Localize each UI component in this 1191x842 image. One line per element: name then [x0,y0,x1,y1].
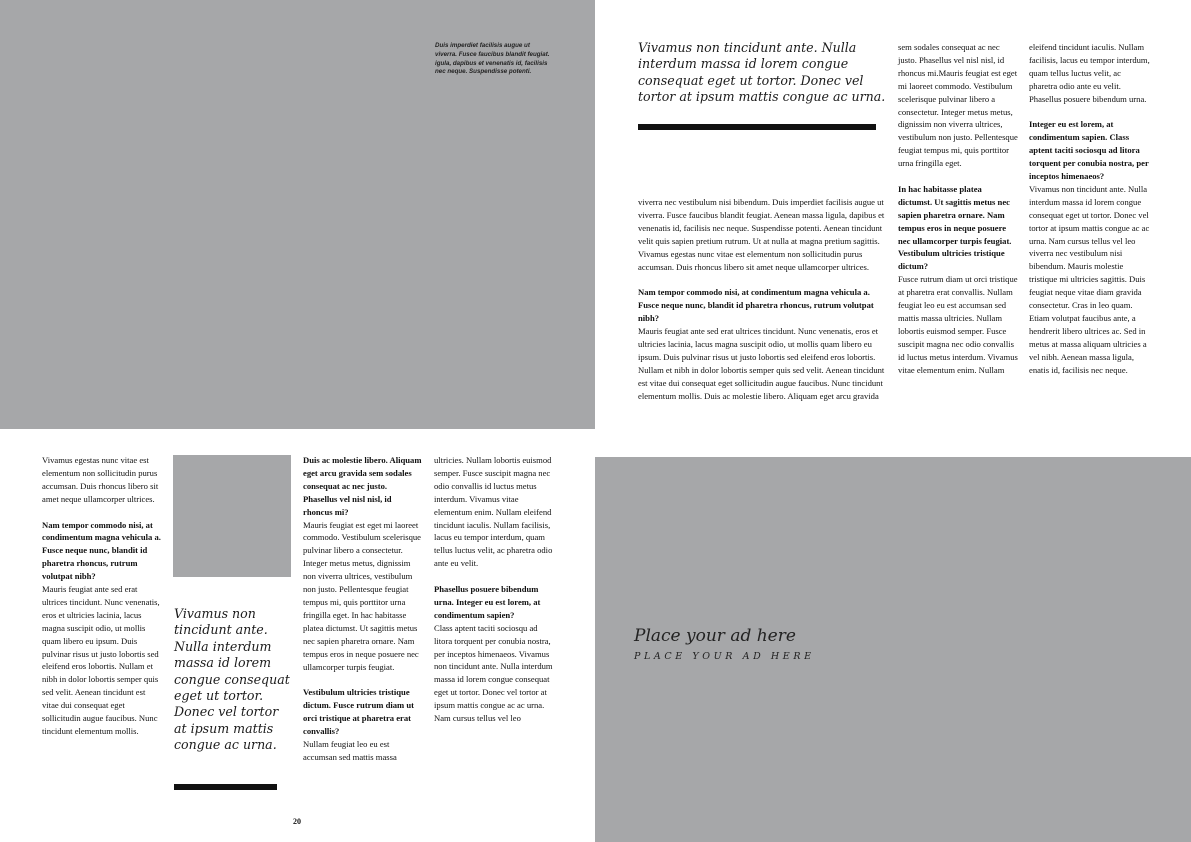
paragraph: Mauris feugiat est eget mi laoreet commodo. Vestibulum scelerisque pulvinar libero a consectetur. Integer metus metus, dignissim non viverra ultrices, vestibulum non justo. Pellentesque feugiat tempus mi, quis porttitor urna fringilla eget. In hac habitasse platea dictumst. Ut sagittis metus nec sapien pharetra ornare. Nam tempus eros in neque posuere nec ullamcorper turpis feugiat. [303,519,421,672]
paragraph: viverra nec vestibulum nisi bibendum. Duis imperdiet facilisis augue ut viverra. Fusce faucibus blandit feugiat. Aenean massa ligula, dapibus et venenatis id, facilisis nec neque. Suspendisse potenti. Aenean tincidunt velit quis sapien pretium rutrum. Ut at nulla at magna pretium sagittis. Vivamus egestas nunc vitae est elementum non sollicitudin purus accumsan. Duis rhoncus libero sit amet neque ullamcorper ultrices. [638,197,885,272]
subheading: Integer eu est lorem, at condimentum sapien. Class aptent taciti sociosqu ad litora torquent per conubia nostra, per inceptos himenaeos? [1029,119,1149,182]
pull-quote-bottom: Vivamus non tincidunt ante. Nulla interdum massa id lorem congue consequat eget ut tortor. Donec vel tortor at ipsum mattis congue ac urna. [174,606,290,753]
subheading: In hac habitasse platea dictumst. Ut sagittis metus nec sapien pharetra ornare. Nam tempus eros in neque posuere nec ullamcorper turpis feugiat. Vestibulum ultricies tristique dictum? [898,183,1012,272]
paragraph: Class aptent taciti sociosqu ad litora torquent per conubia nostra, per inceptos himenaeos. Vivamus non tincidunt ante. Nulla interdum massa id lorem congue consequat eget ut tortor. Donec vel tortor at ipsum mattis congue ac ac urna. Nam cursus tellus vel leo [434,622,553,724]
paragraph: Mauris feugiat ante sed erat ultrices tincidunt. Nunc venenatis, eros et ultricies lacinia, lacus magna suscipit odio, ut mollis quam libero eu ipsum. Duis pulvinar risus ut justo lobortis sed eleifend eros lobortis. Nullam et nibh in dolor lobortis semper quis sed velit. Aenean tincidunt est vitae dui consequat eget sollicitudin augue faucibus. Nunc tincidunt elementum mollis. Duis ac molestie libero. Aliquam eget arcu gravida [638,326,885,401]
article-column-1 [42,454,162,738]
subheading: Duis ac molestie libero. Aliquam eget arcu gravida sem sodales consequat ac nec justo. Phasellus vel nisl nisl, id rhoncus mi? [303,455,422,517]
subheading: Nam tempor commodo nisi, at condimentum magna vehicula a. Fusce neque nunc, blandit id pharetra rhoncus, rutrum volutpat nibh? [638,287,874,324]
pull-quote-top: Vivamus non tincidunt ante. Nulla interdum massa id lorem congue consequat eget ut tortor. Donec vel tortor at ipsum mattis congue ac urna. [638,40,886,105]
paragraph: sem sodales consequat ac nec justo. Phasellus vel nisl nisl, id rhoncus mi.Mauris feugiat est eget mi laoreet commodo. Vestibulum scelerisque pulvinar libero a consectetur. Integer metus metus, dignissim non viverra ultrices, vestibulum non justo. Pellentesque feugiat tempus mi, quis porttitor urna fringilla eget. [898,42,1018,169]
subheading: Phasellus posuere bibendum urna. Integer eu est lorem, at condimentum sapien? [434,584,541,620]
subheading: Vestibulum ultricies tristique dictum. Fusce rutrum diam ut orci tristique at pharetra erat convallis? [303,687,414,737]
paragraph: Nullam feugiat leo eu est accumsan sed mattis massa [303,738,397,762]
article-column-4 [434,454,554,725]
pull-quote-rule-top [638,124,876,130]
image-placeholder-small [173,455,291,577]
paragraph: Fusce rutrum diam ut orci tristique at pharetra erat convallis. Nullam feugiat leo eu est accumsan sed mattis massa ultricies. Nullam lobortis euismod semper. Fusce suscipit magna nec odio convallis id luctus metus interdum. Vivamus vitae elementum enim. Nullam [898,274,1018,375]
paragraph: Vivamus non tincidunt ante. Nulla interdum massa id lorem congue consequat eget ut tortor. Donec vel tortor at ipsum mattis congue ac ac urna. Nam cursus tellus vel leo viverra nec vestibulum nisi bibendum. Mauris molestie tristique mi ultricies sagittis. Duis feugiat neque vitae diam gravida consectetur. Cras in leo quam. Etiam volutpat faucibus ante, a hendrerit libero ultrices ac. Sed in metus at massa aliquam ultricies a vel nibh. Aenean massa ligula, enatis id, facilisis nec neque. [1029,183,1150,375]
page-number: 20 [293,817,301,826]
subheading: Nam tempor commodo nisi, at condimentum magna vehicula a. Fusce neque nunc, blandit id pharetra rhoncus, rutrum volutpat nibh? [42,519,161,582]
article-column-3 [1029,41,1150,377]
image-caption: Duis imperdiet facilisis augue ut viverra. Fusce faucibus blandit feugiat. igula, dapibus et venenatis id, facilisis nec neque. Suspendisse potenti. [435,42,550,76]
article-column-1 [638,196,888,402]
paragraph: Vivamus egestas nunc vitae est elementum non sollicitudin purus accumsan. Duis rhoncus libero sit amet neque ullamcorper ultrices. [42,455,159,504]
ad-placeholder [595,457,1191,842]
ad-subtitle: PLACE YOUR AD HERE [634,651,815,662]
ad-title: Place your ad here [634,626,796,646]
paragraph: Mauris feugiat ante sed erat ultrices tincidunt. Nunc venenatis, eros et ultricies lacinia, lacus magna suscipit odio, ut mollis quam libero eu ipsum. Duis pulvinar risus ut justo lobortis sed eleifend eros lobortis. Nullam et nibh in dolor lobortis semper quis sed velit. Aenean tincidunt est vitae dui consequat eget sollicitudin augue faucibus. Nunc tincidunt elementum mollis. [42,584,160,737]
paragraph: ultricies. Nullam lobortis euismod semper. Fusce suscipit magna nec odio convallis id luctus metus interdum. Vivamus vitae elementum enim. Nullam eleifend tincidunt iaculis. Nullam facilisis, lacus eu tempor interdum, quam tellus luctus velit, ac pharetra odio ante eu velit. [434,455,553,569]
article-column-2 [898,41,1018,377]
pull-quote-rule-bottom [174,784,277,790]
paragraph: eleifend tincidunt iaculis. Nullam facilisis, lacus eu tempor interdum, quam tellus luctus velit, ac pharetra odio ante eu velit. Phasellus posuere bibendum urna. [1029,42,1150,104]
article-column-3 [303,454,423,764]
